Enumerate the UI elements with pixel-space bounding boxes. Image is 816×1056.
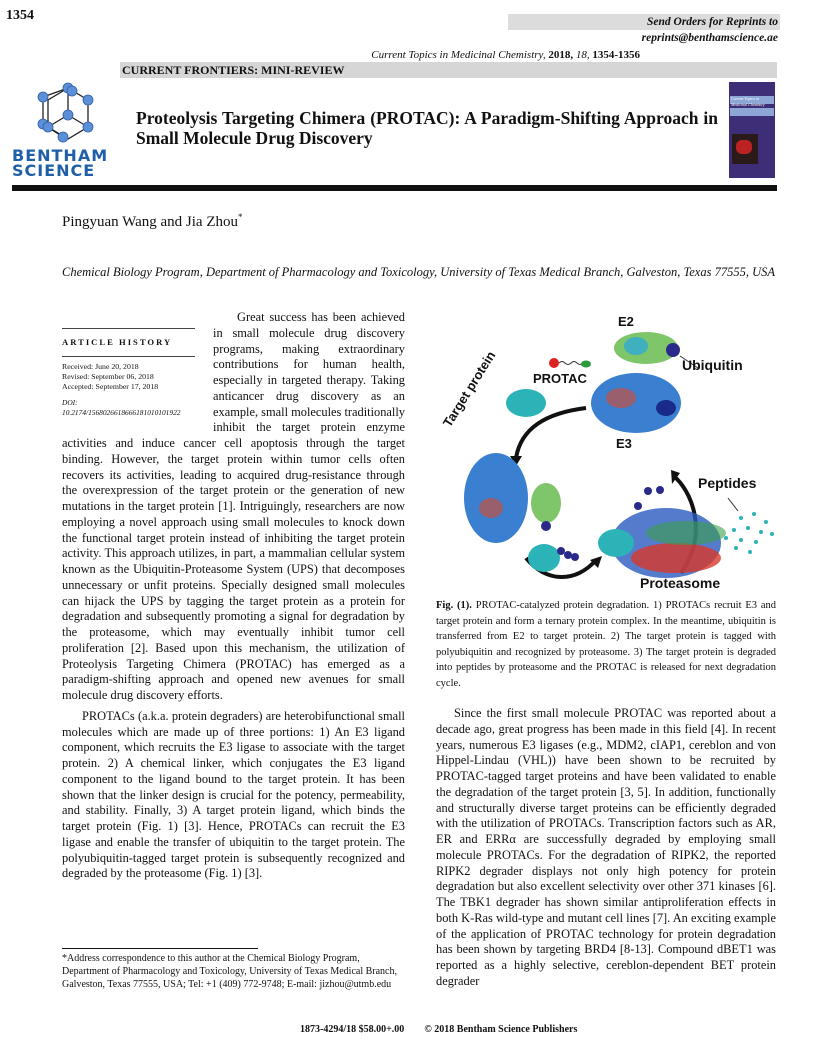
label-peptides: Peptides — [698, 475, 757, 491]
author-names: Pingyuan Wang and Jia Zhou — [62, 214, 238, 230]
publisher-logo-text: BENTHAM SCIENCE — [12, 146, 109, 180]
label-proteasome: Proteasome — [640, 575, 721, 590]
affiliation: Chemical Biology Program, Department of Pharmacology and Toxicology, University of Texas Medical Branch, Galveston, Texas 77555, USA — [62, 265, 775, 279]
citation-year: 2018, — [548, 49, 574, 61]
accepted-date: Accepted: September 17, 2018 — [62, 381, 159, 391]
journal-name: Current Topics in Medicinal Chemistry, — [371, 49, 546, 61]
proteasome — [598, 486, 726, 578]
e3-ligase — [591, 373, 681, 433]
ternary-complex — [464, 453, 579, 572]
left-column — [62, 310, 405, 882]
journal-citation — [180, 49, 640, 61]
corresponding-mark: * — [238, 212, 243, 222]
citation-volume: 18, — [575, 49, 590, 61]
correspondence-footnote: *Address correspondence to this author at the Chemical Biology Program, Department of Pharmacology and Toxicology, University of Texas Medical Branch, Galveston, Texas 77555, USA; Tel: +1 (409) 772-9748; E-mail: jizhou@utmb.edu — [62, 953, 397, 990]
label-ubiquitin: Ubiquitin — [682, 357, 743, 373]
issn-price: 1873-4294/18 $58.00+.00 — [300, 1024, 405, 1035]
page-footer — [300, 1024, 597, 1035]
label-e3: E3 — [616, 436, 632, 451]
article-history — [62, 328, 195, 418]
reprints-notice: Send Orders for Reprints to reprints@benthamscience.ae — [508, 14, 780, 30]
doi-link[interactable]: 10.2174/1568026618666181010101922 — [62, 407, 181, 417]
ubiquitin-icon — [666, 343, 680, 357]
protac-molecule-icon — [549, 358, 591, 368]
paragraph: Since the first small molecule PROTAC was reported about a decade ago, great progress has been made in this field [4]. In recent years, numerous E3 ligases (e.g., MDM2, cIAP1, cereblon and von Hippel-Lindau (VHL)) have been shown to be recruited by PROTAC-tagged target proteins and have been validated to enable the degradation of the target protein [3, 5]. In addition, functionally and structurally diverse target proteins can be efficiently degraded with the utilization of PROTACs. Transcription factors such as AR, ER and ERRα are successfully degraded by employing small molecule PROTACs. For the degradation of RIPK2, the reported RIPK2 degrader displays not only high potency for protein degradation but also excellent selectivity over other 371 kinases [6]. The TBK1 degrader has shown similar antiproliferation effects in both K-Ras wild-type and mutant cell lines [7]. An exciting example of the application of PROTAC technology for protein degradation has been shown by targeting BRD4 [8-13]. Compound dBET1 was reported as a highly selective, cereblon-dependent BET protein degrader — [436, 706, 776, 988]
revised-date: Revised: September 06, 2018 — [62, 371, 154, 381]
paragraph: Great success has been achieved in small molecule drug discovery programs, making extraordinary contributions for human health, especially in targeted therapy. Taking anticancer drug discovery as an example, small molecules traditionally inhibit the target protein enzyme activities and induce cancer cell apoptosis through the target binding. However, the target protein within tumor cells often recovers its activities, leading to acquired drug-resistance through the overexpression of the target protein or the generation of new mutations in the target protein [1]. Intriguingly, researchers are now employing a novel approach using small molecules to knock down the functional target protein instead of inhibiting the target protein activity. This approach utilizes, in part, a mammalian cellular system known as the Ubiquitin-Proteasome System (UPS) that decomposes unnecessary or unfit proteins. Specially designed small molecules can hijack the UPS by tagging the target protein as a protein for degradation and subsequently promoting a signal for degradation by the proteasome, which may eventually inhibit tumor cell proliferation [2]. Based upon this mechanism, the utilization of Proteolysis Targeting Chimera (PROTAC) has emerged as a paradigm-shifting approach and opened new avenues for small molecule drug discovery efforts. — [62, 310, 406, 702]
section-label: CURRENT FRONTIERS: MINI-REVIEW — [120, 62, 777, 78]
peptides-icon — [724, 512, 774, 554]
received-date: Received: June 20, 2018 — [62, 361, 139, 371]
journal-cover-thumbnail — [729, 82, 775, 178]
history-heading: ARTICLE HISTORY — [62, 335, 195, 357]
protac-figure — [436, 308, 776, 590]
doi-label: DOI: — [62, 397, 78, 407]
cover-title: Current Topics in Medicinal Chemistry — [731, 96, 765, 107]
caption-label: Fig. (1). — [436, 600, 472, 611]
header-rule — [12, 185, 777, 191]
article-title: Proteolysis Targeting Chimera (PROTAC): A Paradigm-Shifting Approach in Small Molecule Drug Discovery — [136, 108, 718, 148]
paragraph: PROTACs (a.k.a. protein degraders) are heterobifunctional small molecules which are made up of three portions: 1) An E3 ligand component, which recruits the E3 ligase to associate with the target protein. 2) A chemical linker, which conjugates the E3 ligand component to the ligand bound to the target protein. It has been shown that the linker design is crucial for the potency, permeability, and stability. Finally, 3) A target protein ligand, which binds the target protein (Fig. 1) [3]. Hence, PROTACs can recruit the E3 ligase and enable the transfer of ubiquitin to the target protein. The polyubiquitin-tagged target protein is subsequently recognized and degraded by the proteasome (Fig. 1) [3]. — [62, 708, 405, 881]
label-e2: E2 — [618, 314, 634, 329]
copyright: © 2018 Bentham Science Publishers — [424, 1024, 578, 1035]
label-target-protein: Target protein — [439, 348, 499, 430]
label-protac: PROTAC — [533, 371, 587, 386]
figure-caption — [436, 598, 776, 692]
target-protein-icon — [506, 389, 546, 417]
page-number: 1354 — [6, 8, 34, 23]
footnote-rule — [62, 948, 258, 949]
authors — [62, 212, 243, 231]
caption-text: PROTAC-catalyzed protein degradation. 1) PROTACs recruit E3 and target protein and form a ternary protein complex. In the meantime, ubiquitin is transferred from E2 to target protein. 2) The target protein is tagged with polyubiquitin and recognized by proteasome. 3) The target protein is degraded into peptides by proteasome and the PROTAC is released for next degradation cycle. — [436, 600, 776, 689]
right-column — [436, 706, 776, 990]
citation-pages: 1354-1356 — [592, 49, 640, 61]
